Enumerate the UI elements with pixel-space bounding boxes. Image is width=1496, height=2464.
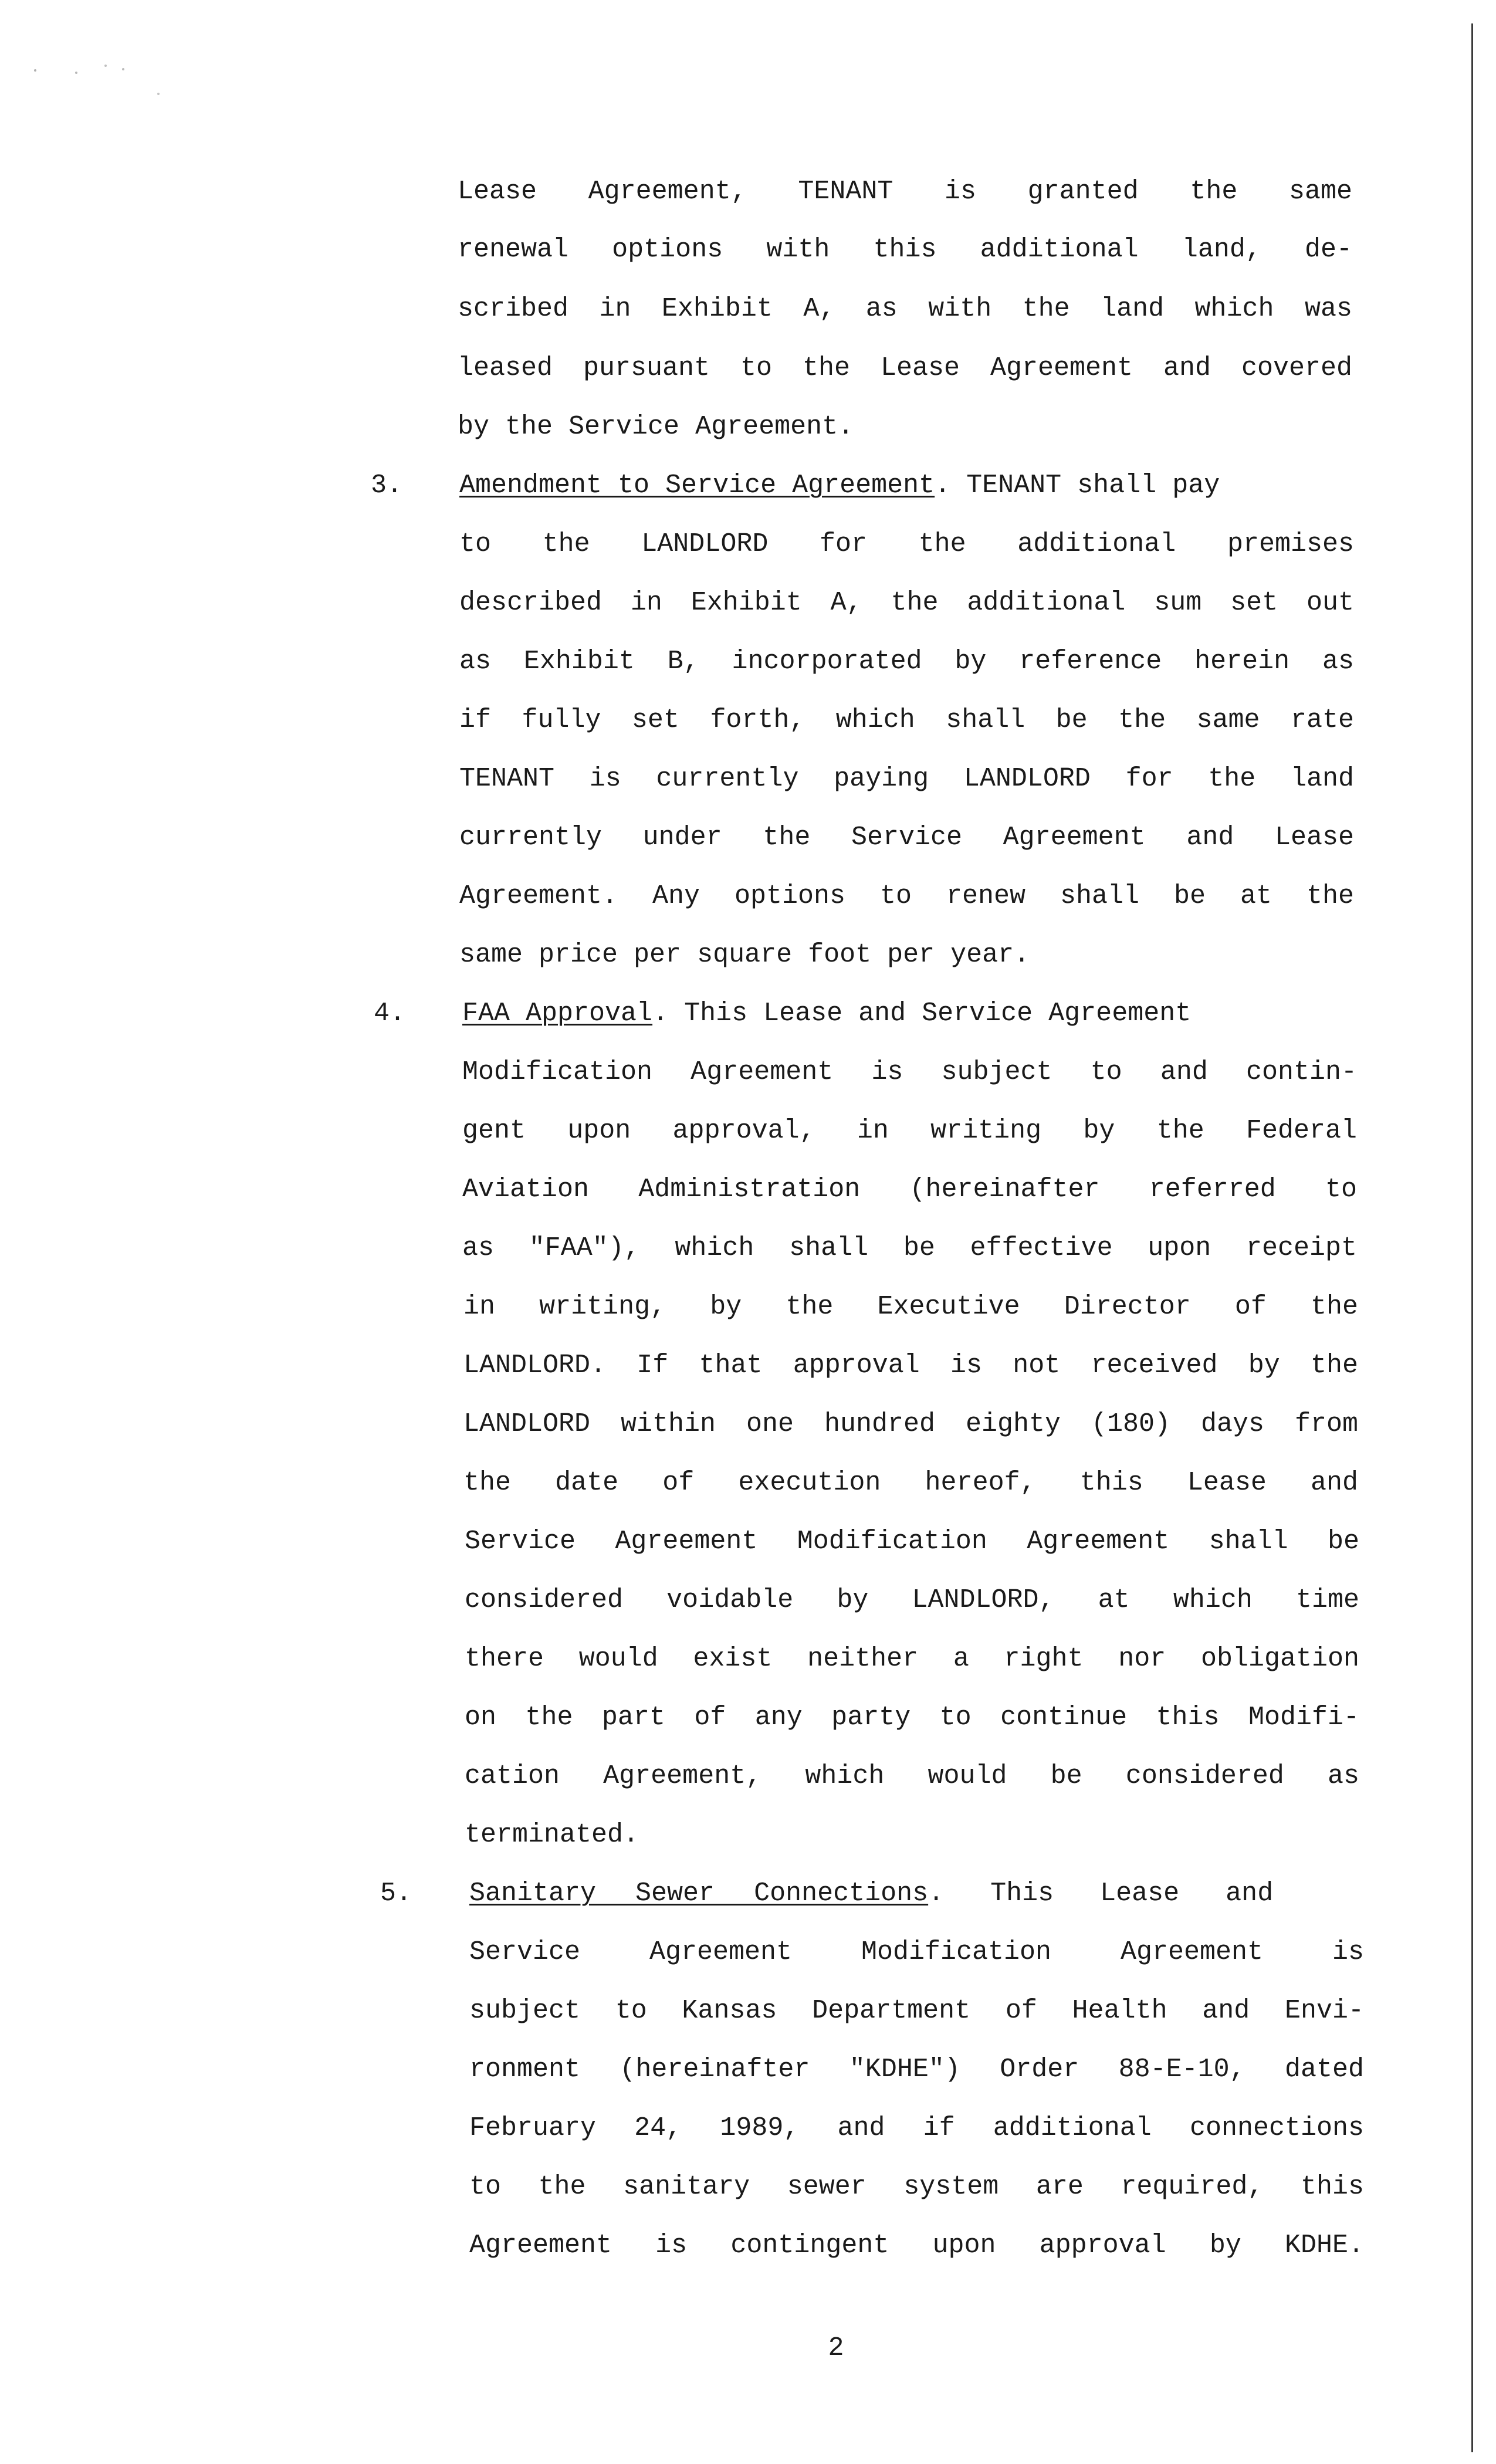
section-5-line-1: Service Agreement Modification Agreement is (469, 1937, 1364, 1967)
section-3-line-6: currently under the Service Agreement and Lease (459, 823, 1354, 852)
section-4-line-6: LANDLORD. If that approval is not received by the (463, 1351, 1358, 1380)
section-4-line-10: considered voidable by LANDLORD, at which time (465, 1585, 1359, 1615)
section-5-line-3: ronment (hereinafter "KDHE") Order 88-E-10, dated (469, 2055, 1364, 2084)
section-3-heading: Amendment to Service Agreement (459, 471, 935, 500)
section-4-line-4: as "FAA"), which shall be effective upon receipt (462, 1233, 1357, 1263)
section-4-first-line (462, 997, 1357, 1030)
intro-line-5: by the Service Agreement. (458, 412, 854, 442)
intro-line-2: renewal options with this additional land, de- (458, 235, 1352, 265)
section-5-line-6: Agreement is contingent upon approval by KDHE. (469, 2231, 1364, 2260)
section-4-line-12: on the part of any party to continue this Modifi- (465, 1703, 1359, 1732)
section-3-line-1: to the LANDLORD for the additional premises (459, 529, 1354, 559)
section-5-first-line-rest: . This Lease and (928, 1879, 1274, 1908)
section-5-first-line (469, 1877, 1364, 1910)
section-4-first-line-rest: . This Lease and Service Agreement (652, 999, 1192, 1028)
section-4-line-14: terminated. (465, 1820, 639, 1850)
section-3-line-2: described in Exhibit A, the additional sum set out (459, 588, 1354, 618)
section-5-line-4: February 24, 1989, and if additional connections (469, 2113, 1364, 2143)
section-4-line-1: Modification Agreement is subject to and contin- (462, 1057, 1357, 1087)
section-4-line-2: gent upon approval, in writing by the Federal (462, 1116, 1357, 1146)
scan-specks (12, 53, 199, 123)
section-4-line-9: Service Agreement Modification Agreement shall be (465, 1527, 1359, 1556)
section-4-line-8: the date of execution hereof, this Lease and (463, 1468, 1358, 1498)
intro-line-3: scribed in Exhibit A, as with the land which was (458, 294, 1352, 324)
section-4-heading: FAA Approval (462, 999, 653, 1028)
section-5-line-2: subject to Kansas Department of Health and Envi- (469, 1996, 1364, 2026)
section-3-first-line (459, 469, 1354, 502)
section-3-line-8: same price per square foot per year. (459, 940, 1030, 970)
page-number: 2 (828, 2333, 844, 2363)
section-4-line-13: cation Agreement, which would be considered as (465, 1761, 1359, 1791)
section-4-line-7: LANDLORD within one hundred eighty (180) days from (463, 1409, 1358, 1439)
section-3-number: 3. (371, 471, 403, 500)
section-3-first-line-rest: . TENANT shall pay (935, 471, 1220, 500)
intro-line-4: leased pursuant to the Lease Agreement and covered (458, 353, 1352, 383)
intro-line-1: Lease Agreement, TENANT is granted the same (458, 177, 1352, 207)
section-3-line-3: as Exhibit B, incorporated by reference herein as (459, 647, 1354, 676)
section-3-line-7: Agreement. Any options to renew shall be at the (459, 881, 1354, 911)
section-4-line-5: in writing, by the Executive Director of the (463, 1292, 1358, 1322)
section-5-heading: Sanitary Sewer Connections (469, 1879, 929, 1908)
section-4-line-11: there would exist neither a right nor obligation (465, 1644, 1359, 1674)
section-4-line-3: Aviation Administration (hereinafter referred to (462, 1175, 1357, 1204)
section-5-number: 5. (380, 1879, 412, 1908)
section-4-number: 4. (374, 999, 406, 1028)
section-5-line-5: to the sanitary sewer system are required, this (469, 2172, 1364, 2202)
section-3-line-4: if fully set forth, which shall be the same rate (459, 705, 1354, 735)
page-edge-line (1471, 23, 1473, 2452)
section-3-line-5: TENANT is currently paying LANDLORD for the land (459, 764, 1354, 794)
